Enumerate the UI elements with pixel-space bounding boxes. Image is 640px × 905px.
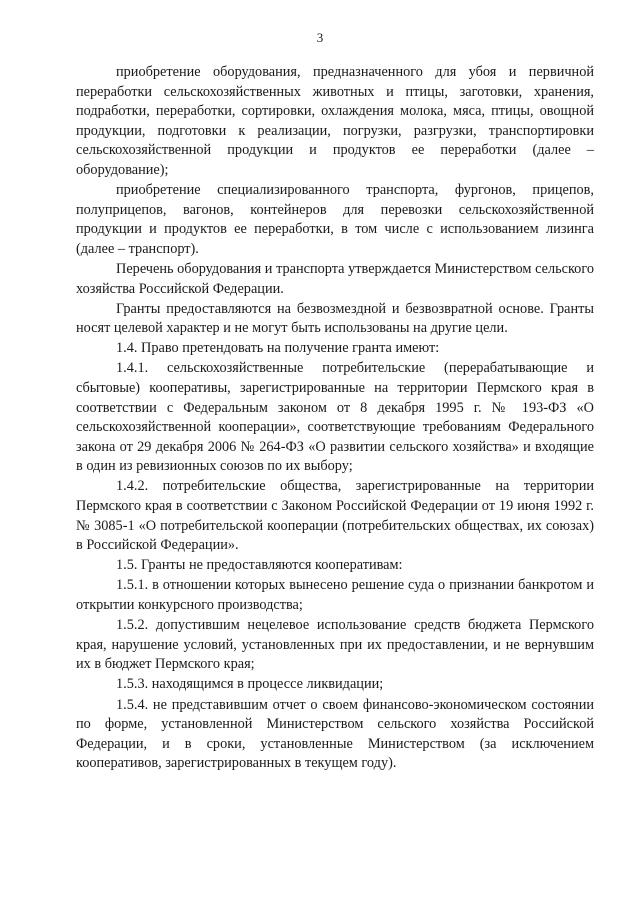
paragraph-transport: приобретение специализированного транспорта, фургонов, прицепов, полуприцепов, вагонов, контейнеров для перевозки сельскохозяйственной продукции и продуктов ее переработки, в том числе с использованием лизинга (далее – транспорт). [76, 182, 594, 257]
page-number: 3 [316, 30, 324, 45]
paragraph-grant-basis: Гранты предоставляются на безвозмездной и безвозвратной основе. Гранты носят целевой характер и не могут быть использованы на другие цели. [76, 300, 594, 337]
paragraph-list-approval: Перечень оборудования и транспорта утверждается Министерством сельского хозяйства Российской Федерации. [76, 260, 594, 297]
paragraph-1-5-1: 1.5.1. в отношении которых вынесено решение суда о признании банкротом и открытии конкурсного производства; [76, 577, 594, 614]
paragraph-1-5: 1.5. Гранты не предоставляются кооперативам: [116, 557, 403, 574]
paragraph-equipment: приобретение оборудования, предназначенного для убоя и первичной переработки сельскохозяйственных животных и птицы, заготовки, хранения, подработки, переработки, сортировки, охлаждения молока, мяса, птицы, овощной продукции, подготовки к реализации, погрузки, разгрузки, транспортировки сельскохозяйственной продукции и продуктов ее переработки (далее – оборудование); [76, 64, 594, 178]
paragraph-1-5-3: 1.5.3. находящимся в процессе ликвидации; [116, 676, 384, 693]
paragraph-1-4-1: 1.4.1. сельскохозяйственные потребительские (перерабатывающие и сбытовые) кооперативы, зарегистрированные на территории Пермского края в соответствии с Федеральным законом от 8 декабря 1995 г. № 193-ФЗ «О сельскохозяйственной кооперации», соответствующие требованиям Федерального закона от 29 декабря 2006 № 264-ФЗ «О развитии сельского хозяйства» и входящие в один из ревизионных союзов по их выбору; [76, 360, 594, 475]
paragraph-1-4-2: 1.4.2. потребительские общества, зарегистрированные на территории Пермского края в соответствии с Законом Российской Федерации от 19 июня 1992 г. № 3085-1 «О потребительской кооперации (потребительских обществах, их союзах) в Российской Федерации». [76, 478, 594, 554]
paragraph-1-5-2: 1.5.2. допустившим нецелевое использование средств бюджета Пермского края, нарушение условий, установленных при их предоставлении, и не вернувшим их в бюджет Пермского края; [76, 617, 594, 673]
paragraph-1-5-4: 1.5.4. не представившим отчет о своем финансово-экономическом состоянии по форме, установленной Министерством сельского хозяйства Российской Федерации, и в сроки, установленные Министерством (за исключением кооперативов, зарегистрированных в текущем году). [76, 696, 594, 772]
document-body [76, 63, 594, 774]
paragraph-1-4: 1.4. Право претендовать на получение гранта имеют: [116, 340, 440, 357]
